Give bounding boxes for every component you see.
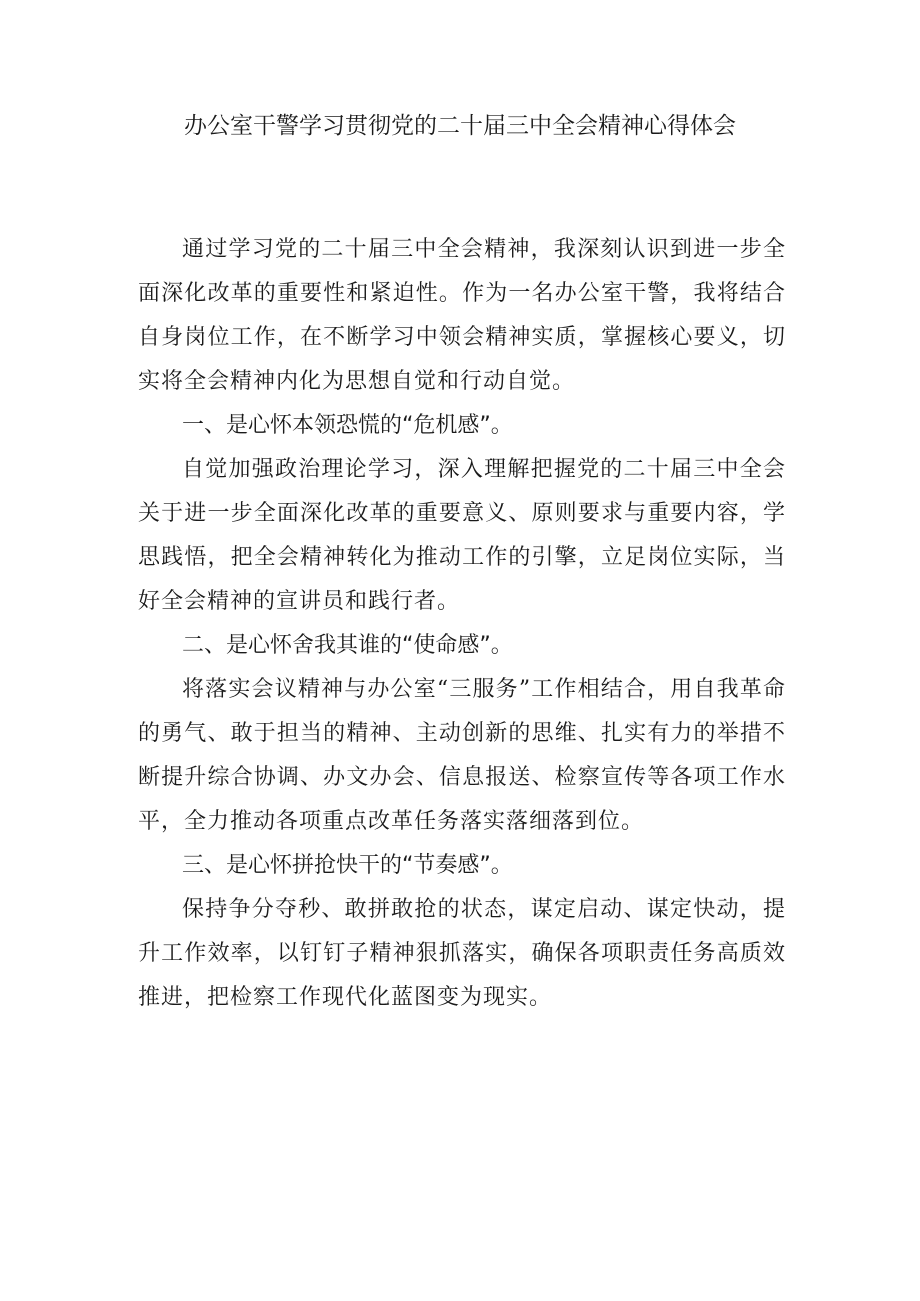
section-heading-2: 二、是心怀舍我其谁的“使命感”。 <box>182 633 513 658</box>
section-body-1: 自觉加强政治理论学习，深入理解把握党的二十届三中全会关于进一步全面深化改革的重要意义、原则要求与重要内容，学思践悟，把全会精神转化为推动工作的引擎，立足岗位实际，当好全会精神的宣讲员和践行者。 <box>138 457 786 614</box>
section-heading-3: 三、是心怀拼抢快干的“节奏感”。 <box>182 853 513 878</box>
section-body-3: 保持争分夺秒、敢拼敢抢的状态，谋定启动、谋定快动，提升工作效率，以钉钉子精神狠抓落实，确保各项职责任务高质效推进，把检察工作现代化蓝图变为现实。 <box>138 897 786 1010</box>
intro-paragraph: 通过学习党的二十届三中全会精神，我深刻认识到进一步全面深化改革的重要性和紧迫性。作为一名办公室干警，我将结合自身岗位工作，在不断学习中领会精神实质，掌握核心要义，切实将全会精神内化为思想自觉和行动自觉。 <box>138 237 786 394</box>
document-title: 办公室干警学习贯彻党的二十届三中全会精神心得体会 <box>184 113 736 139</box>
section-heading-1: 一、是心怀本领恐慌的“危机感”。 <box>182 413 513 438</box>
document-body <box>138 228 786 1020</box>
section-body-2: 将落实会议精神与办公室“三服务”工作相结合，用自我革命的勇气、敢于担当的精神、主动创新的思维、扎实有力的举措不断提升综合协调、办文办会、信息报送、检察宣传等各项工作水平，全力推动各项重点改革任务落实落细落到位。 <box>138 677 786 834</box>
